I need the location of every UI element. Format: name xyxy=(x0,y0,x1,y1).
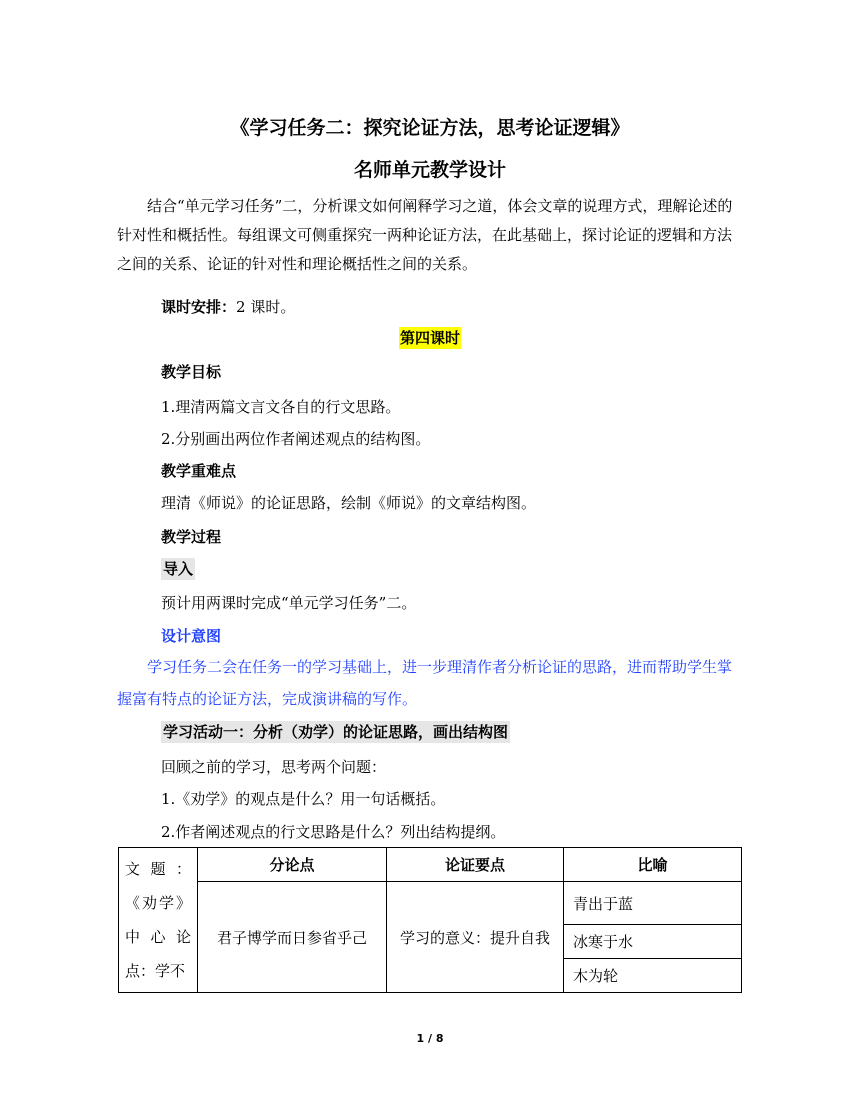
table-header: 论证要点 xyxy=(387,848,564,882)
intro-label-wrap xyxy=(161,558,195,579)
schedule-label: 课时安排： xyxy=(161,298,237,316)
lesson-title-wrap xyxy=(0,327,860,348)
table-cell-metaphor: 木为轮 xyxy=(564,959,742,993)
activity-title: 学习活动一：分析（劝学）的论证思路，画出结构图 xyxy=(163,723,509,741)
table-cell-metaphor: 冰寒于水 xyxy=(564,925,742,959)
schedule-value: 2 课时。 xyxy=(236,298,296,316)
activity-question: 1.《劝学》的观点是什么？用一句话概括。 xyxy=(161,790,446,808)
lesson-title: 第四课时 xyxy=(399,329,460,347)
document-title: 《学习任务二：探究论证方法，思考论证逻辑》 xyxy=(230,117,630,139)
key-points-text: 理清《师说》的论证思路，绘制《师说》的文章结构图。 xyxy=(161,494,537,512)
table-header-row xyxy=(119,848,742,882)
table-cell-sub-point: 君子博学而日参省乎己 xyxy=(198,882,387,993)
activity-prompt: 回顾之前的学习，思考两个问题： xyxy=(161,758,387,776)
design-heading: 设计意图 xyxy=(161,627,222,645)
table-cell-metaphor: 青出于蓝 xyxy=(564,882,742,925)
process-heading: 教学过程 xyxy=(161,528,222,546)
intro-text: 预计用两课时完成“单元学习任务”二。 xyxy=(161,594,417,612)
schedule-line xyxy=(161,296,295,317)
structure-table xyxy=(118,847,742,993)
table-topic-cell: 文 题 ：《劝学》中 心 论点：学不 xyxy=(119,848,198,993)
design-text: 学习任务二会在任务一的学习基础上，进一步理清作者分析论证的思路，进而帮助学生掌握富有特点的论证方法，完成演讲稿的写作。 xyxy=(117,658,733,708)
table-header: 分论点 xyxy=(198,848,387,882)
key-points-heading: 教学重难点 xyxy=(161,462,237,480)
intro-label: 导入 xyxy=(163,560,194,578)
goal-item: 1.理清两篇文言文各自的行文思路。 xyxy=(161,398,401,416)
goal-item: 2.分别画出两位作者阐述观点的结构图。 xyxy=(161,430,431,448)
goals-heading: 教学目标 xyxy=(161,363,222,381)
activity-title-wrap xyxy=(161,721,510,742)
table-header: 比喻 xyxy=(564,848,742,882)
table-row xyxy=(119,882,742,925)
intro-paragraph: 结合“单元学习任务”二，分析课文如何阐释学习之道，体会文章的说理方式，理解论述的针对性和概括性。每组课文可侧重探究一两种论证方法，在此基础上，探讨论证的逻辑和方法之间的关系、论证的针对性和理论概括性之间的关系。 xyxy=(117,197,733,273)
page-number: 1 / 8 xyxy=(416,1032,444,1045)
document-subtitle: 名师单元教学设计 xyxy=(353,159,506,181)
activity-question: 2.作者阐述观点的行文思路是什么？列出结构提纲。 xyxy=(161,823,506,841)
table-cell-argument: 学习的意义：提升自我 xyxy=(387,882,564,993)
